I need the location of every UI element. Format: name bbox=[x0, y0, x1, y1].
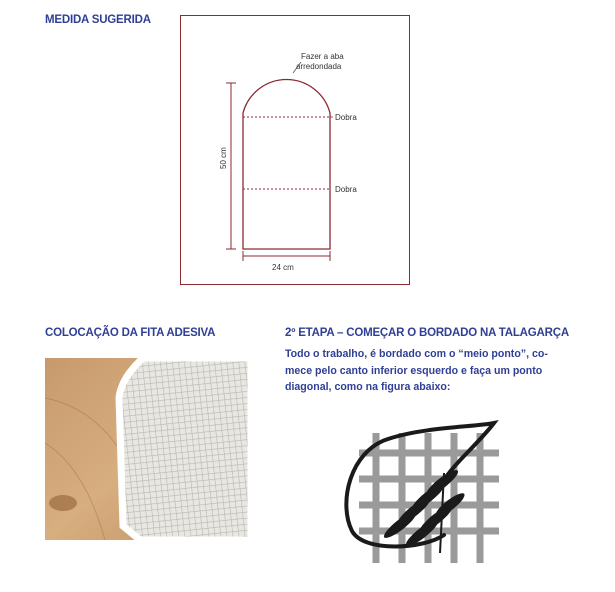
step2-paragraph bbox=[285, 346, 591, 396]
fold-label-2: Dobra bbox=[335, 185, 357, 194]
pattern-diagram bbox=[180, 15, 410, 285]
fold-label-1: Dobra bbox=[335, 113, 357, 122]
canvas-piece bbox=[119, 358, 251, 540]
tape-heading: COLOCAÇÃO DA FITA ADESIVA bbox=[45, 327, 216, 339]
width-label: 24 cm bbox=[272, 263, 294, 272]
step2-heading: 2º ETAPA – COMEÇAR O BORDADO NA TALAGARÇA bbox=[285, 327, 569, 339]
note-label-2: arredondada bbox=[296, 62, 342, 71]
half-stitch-figure bbox=[304, 403, 524, 587]
step2-line: Todo o trabalho, é bordado com o “meio ponto”, co- bbox=[285, 348, 548, 360]
note-label-1: Fazer a aba bbox=[301, 52, 344, 61]
height-label: 50 cm bbox=[219, 147, 228, 169]
step2-line: mece pelo canto inferior esquerdo e faça um ponto bbox=[285, 364, 543, 377]
step2-line: diagonal, como na figura abaixo: bbox=[285, 381, 451, 393]
pattern-outline bbox=[243, 80, 330, 249]
suggested-size-heading: MEDIDA SUGERIDA bbox=[45, 14, 151, 26]
tape-photo bbox=[45, 358, 251, 540]
